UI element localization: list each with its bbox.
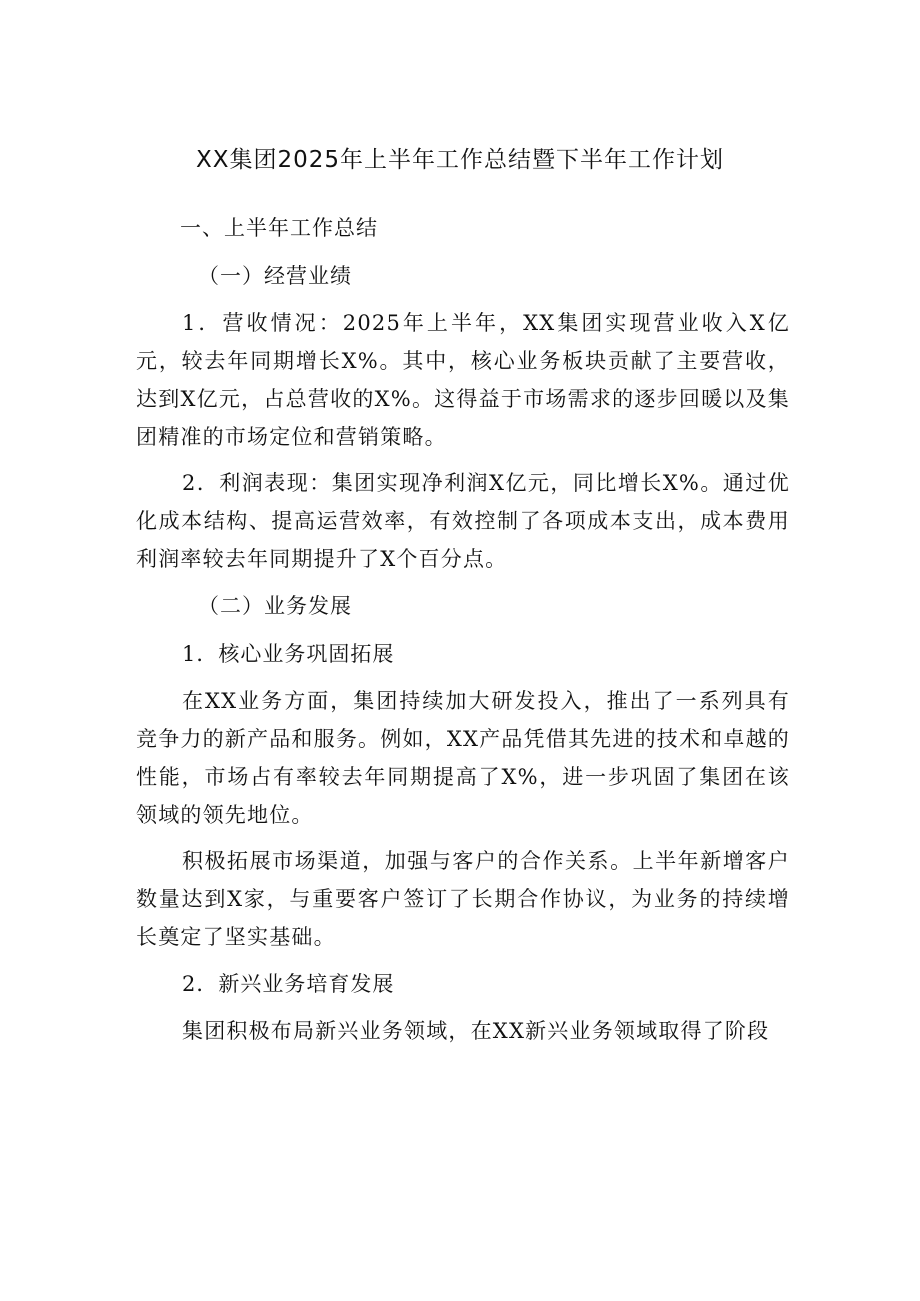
paragraph-core-business-1: 在XX业务方面，集团持续加大研发投入，推出了一系列具有竞争力的新产品和服务。例如，XX产品凭借其先进的技术和卓越的性能，市场占有率较去年同期提高了X%，进一步巩固了集团在该领域的领先地位。: [136, 689, 790, 827]
paragraph-core-business-2: 积极拓展市场渠道，加强与客户的合作关系。上半年新增客户数量达到X家，与重要客户签订了长期合作协议，为业务的持续增长奠定了坚实基础。: [136, 849, 790, 949]
heading-emerging-business: 2．新兴业务培育发展: [182, 972, 395, 996]
paragraph-emerging-business: 集团积极布局新兴业务领域，在XX新兴业务领域取得了阶段: [182, 1019, 770, 1043]
heading-core-business: 1．核心业务巩固拓展: [182, 642, 395, 666]
paragraph-profit: 2．利润表现：集团实现净利润X亿元，同比增长X%。通过优化成本结构、提高运营效率，有效控制了各项成本支出，成本费用利润率较去年同期提升了X个百分点。: [136, 471, 790, 571]
section-heading-summary: 一、上半年工作总结: [180, 216, 378, 240]
document-body: [136, 208, 790, 1050]
paragraph-revenue: 1．营收情况：2025年上半年，XX集团实现营业收入X亿元，较去年同期增长X%。其中，核心业务板块贡献了主要营收，达到X亿元，占总营收的X%。这得益于市场需求的逐步回暖以及集团精准的市场定位和营销策略。: [136, 311, 790, 449]
subsection-heading-performance: （一）经营业绩: [198, 264, 352, 288]
subsection-heading-business: （二）业务发展: [198, 594, 352, 618]
document-title: XX集团2025年上半年工作总结暨下半年工作计划: [195, 147, 725, 173]
